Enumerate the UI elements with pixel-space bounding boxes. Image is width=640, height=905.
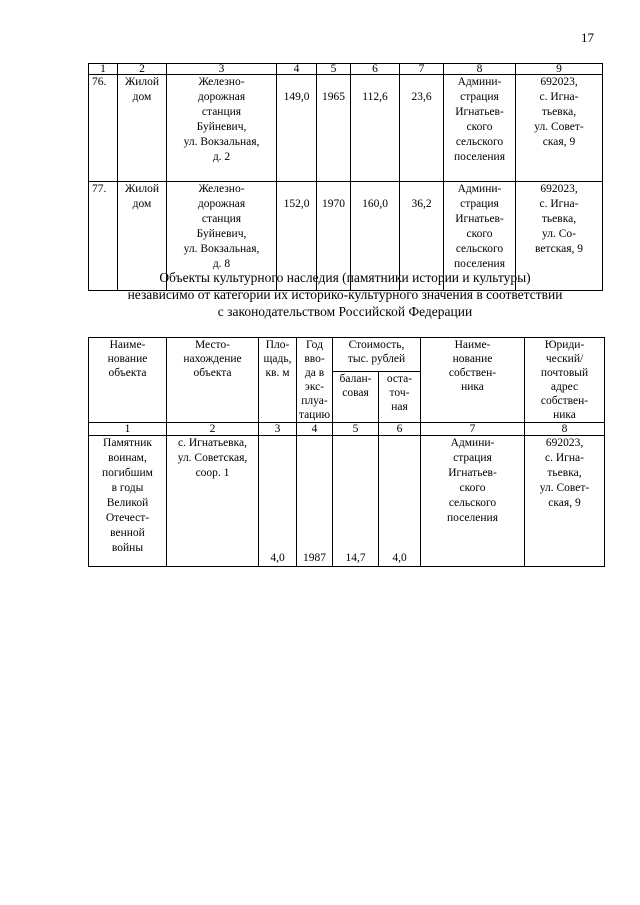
monument-location: с. Игнатьевка, ул. Советская, соор. 1 xyxy=(167,436,259,567)
header-row xyxy=(89,338,605,372)
object-residual-value: 23,6 xyxy=(400,75,444,182)
col-num: 3 xyxy=(167,64,277,75)
objects-table-continued xyxy=(88,63,603,291)
header-owner: Наиме- нование собствен- ника xyxy=(421,338,525,423)
col-num: 4 xyxy=(277,64,317,75)
col-num: 6 xyxy=(351,64,400,75)
owner-address: 692023, с. Игна- тьевка, ул. Совет- ская, 9 xyxy=(525,436,605,567)
monument-area: 4,0 xyxy=(259,436,297,567)
owner-address: 692023, с. Игна- тьевка, ул. Совет- ская, 9 xyxy=(516,75,603,182)
object-residual-value: 36,2 xyxy=(400,182,444,291)
object-type: Жилой дом xyxy=(118,182,167,291)
object-location: Железно- дорожная станция Буйневич, ул. Вокзальная, д. 2 xyxy=(167,75,277,182)
row-number: 76. xyxy=(89,75,118,182)
object-type: Жилой дом xyxy=(118,75,167,182)
col-num: 4 xyxy=(297,423,333,436)
owner-address: 692023, с. Игна- тьевка, ул. Со- ветская, 9 xyxy=(516,182,603,291)
object-owner: Админи- страция Игнатьев- ского сельского поселения xyxy=(444,75,516,182)
col-num: 9 xyxy=(516,64,603,75)
col-num: 2 xyxy=(167,423,259,436)
monument-owner: Админи- страция Игнатьев- ского сельского поселения xyxy=(421,436,525,567)
col-num: 8 xyxy=(525,423,605,436)
object-area: 149,0 xyxy=(277,75,317,182)
row-number: 77. xyxy=(89,182,118,291)
object-location: Железно- дорожная станция Буйневич, ул. Вокзальная, д. 8 xyxy=(167,182,277,291)
column-number-row xyxy=(89,64,603,75)
col-num: 6 xyxy=(379,423,421,436)
col-num: 7 xyxy=(400,64,444,75)
object-area: 152,0 xyxy=(277,182,317,291)
col-num: 7 xyxy=(421,423,525,436)
cultural-heritage-table xyxy=(88,337,605,567)
monument-balance-value: 14,7 xyxy=(333,436,379,567)
col-num: 8 xyxy=(444,64,516,75)
header-area: Пло- щадь, кв. м xyxy=(259,338,297,423)
page-number: 17 xyxy=(581,30,594,45)
object-year: 1965 xyxy=(317,75,351,182)
header-year: Год вво- да в экс- плуа- тацию xyxy=(297,338,333,423)
header-name: Наиме- нование объекта xyxy=(89,338,167,423)
object-owner: Админи- страция Игнатьев- ского сельского поселения xyxy=(444,182,516,291)
section-heading: Объекты культурного наследия (памятники истории и культуры) независимо от категории их историко-культурного значения в соответствии с законодательством Российской Федерации xyxy=(127,270,563,319)
header-residual: оста- точ- ная xyxy=(379,372,421,423)
monument-name: Памятник воинам, погибшим в годы Великой Отечест- венной войны xyxy=(89,436,167,567)
column-number-row xyxy=(89,423,605,436)
object-balance-value: 160,0 xyxy=(351,182,400,291)
monument-year: 1987 xyxy=(297,436,333,567)
monument-residual-value: 4,0 xyxy=(379,436,421,567)
object-balance-value: 112,6 xyxy=(351,75,400,182)
col-num: 3 xyxy=(259,423,297,436)
col-num: 1 xyxy=(89,64,118,75)
col-num: 2 xyxy=(118,64,167,75)
header-address: Юриди- ческий/ почтовый адрес собствен- ника xyxy=(525,338,605,423)
object-year: 1970 xyxy=(317,182,351,291)
header-cost: Стоимость, тыс. рублей xyxy=(333,338,421,372)
header-balance: балан- совая xyxy=(333,372,379,423)
table-row xyxy=(89,436,605,567)
table-row xyxy=(89,75,603,182)
col-num: 1 xyxy=(89,423,167,436)
col-num: 5 xyxy=(317,64,351,75)
header-location: Место- нахождение объекта xyxy=(167,338,259,423)
col-num: 5 xyxy=(333,423,379,436)
